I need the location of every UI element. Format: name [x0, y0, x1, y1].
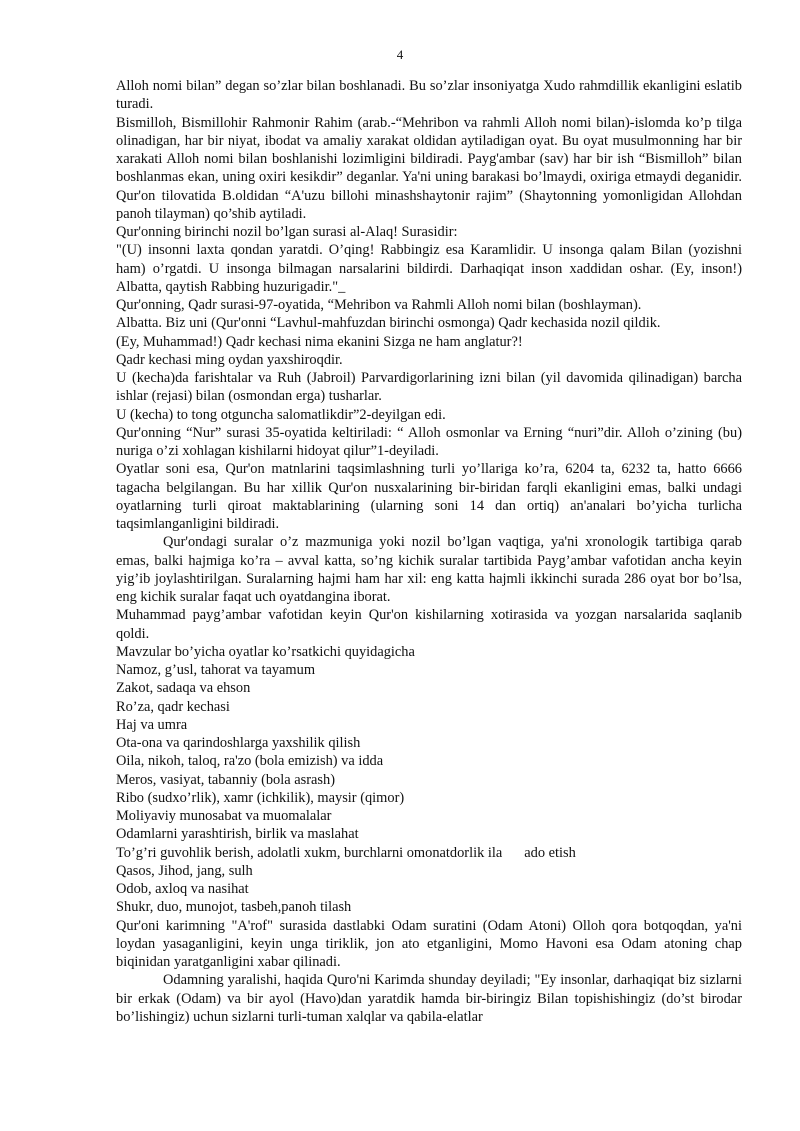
paragraph-qadr-verse-5: U (kecha) to tong otguncha salomatlikdir”2-deyilgan edi.: [116, 406, 446, 423]
topic-item: Odob, axloq va nasihat: [116, 881, 249, 897]
paragraph-alaq-quote: "(U) insonni laxta qondan yaratdi. O’qing! Rabbingiz esa Karamlidir. U insonga qalam Bilan (yozishni ham) o’rgatdi. U insonga bilmagan narsalarini bildirdi. Darhaqiqat inson xaddidan oshar. (Ey, inson!) Albatta, qaytish Rabbing huzurigadir."_: [116, 242, 742, 295]
paragraph-qadr-verse-4: U (kecha)da farishtalar va Ruh (Jabroil) Parvardigorlarining izni bilan (yil davomida qilinadigan) barcha ishlar (rejasi) bilan (osmondan erga) tusharlar.: [116, 370, 742, 405]
topic-item: Oila, nikoh, taloq, ra'zo (bola emizish) va idda: [116, 753, 384, 770]
paragraph-qadr-verse-2: (Ey, Muhammad!) Qadr kechasi nima ekanini Sizga ne ham anglatur?!: [116, 333, 523, 350]
topic-item: Ro’za, qadr kechasi: [116, 698, 230, 715]
paragraph-qadr-sura: Qur'onning, Qadr surasi-97-oyatida, “Mehribon va Rahmli Alloh nomi bilan (boshlayman).: [116, 297, 642, 313]
paragraph-bismillah-meaning: Bismilloh, Bismillohir Rahmonir Rahim (arab.-“Mehribon va rahmli Alloh nomi bilan)-islomda ko’p tilga olinadigan, har bir niyat, ibodat va amaliy xarakat oldidan aytiladigan oyat. Bu oyat musulmonning har bir xarakati Alloh nomi bilan boshlanishi lozimligini bildiradi. Payg'ambar (sav) har bir ish “Bismilloh” bilan boshlanmas ekan, uning oxiri kesikdir” deganlar. Ya'ni uning barakasi bo’lmaydi, oxiriga etmaydi deganidir. Qur'on tilovatida B.oldidan “A'uzu billohi minashshaytonir rajim” (Shaytonning yomonligidan Allohdan panoh tilayman) qo’shib aytiladi.: [116, 114, 742, 222]
topic-item: Haj va umra: [116, 716, 188, 733]
topics-list: [116, 661, 742, 917]
topic-item: Ota-ona va qarindoshlarga yaxshilik qilish: [116, 735, 361, 751]
topic-item-part: To’g’ri guvohlik berish, adolatli xukm, burchlarni omonatdorlik ila: [116, 844, 503, 861]
topic-item: Odamlarni yarashtirish, birlik va maslahat: [116, 826, 359, 843]
paragraph-verse-count: Oyatlar soni esa, Qur'on matnlarini taqsimlashning turli yo’llariga ko’ra, 6204 ta, 6232 ta, hatto 6666 tagacha belgilangan. Bu har xillik Qur'on nusxalarining bir-biridan farqli ekanligini emas, balki undagi oyatlarning turli qiroat maktablarining (ularning soni 14 dan ortiq) an'analari bo’yicha turlicha taqsimlanganligini bildiradi.: [116, 461, 742, 532]
topic-item-split: [116, 844, 742, 862]
paragraph-araf-sura: Qur'oni karimning "A'rof" surasida dastlabki Odam suratini (Odam Atoni) Olloh qora botqoqdan, ya'ni loydan yasaganligini, keyin unga tiriklik, jon ato etganligini, Momo Havoni esa Odam atoning chap biqinidan yaratganligini xabar qilinadi.: [116, 917, 742, 970]
paragraph-first-revealed-sura: Qur'onning birinchi nozil bo’lgan surasi al-Alaq! Surasidir:: [116, 224, 458, 240]
paragraph-topics-heading: Mavzular bo’yicha oyatlar ko’rsatkichi quyidagicha: [116, 643, 415, 660]
page-number: 4: [396, 47, 404, 62]
paragraph-bismillah-intro: Alloh nomi bilan” degan so’zlar bilan boshlanadi. Bu so’zlar insoniyatga Xudo rahmdillik ekanligini eslatib turadi.: [116, 78, 742, 113]
paragraph-creation-of-man: Odamning yaralishi, haqida Quro'ni Karimda shunday deyiladi; "Ey insonlar, darhaqiqat biz sizlarni bir erkak (Odam) va bir ayol (Havo)dan yaratdik hamda bir-biringiz Bilan topishishingiz (do’st birodar bo’lishingiz) uchun sizlarni turli-tuman xalqlar va qabila-elatlar: [116, 972, 742, 1025]
topic-item: Qasos, Jihod, jang, sulh: [116, 862, 253, 879]
topic-item-part: ado etish: [524, 844, 576, 861]
paragraph-nur-sura: Qur'onning “Nur” surasi 35-oyatida keltiriladi: “ Alloh osmonlar va Erning “nuri”dir. Alloh o’zining (bu) nuriga o’zi xohlagan kishilarni hidoyat qilur”1-deyiladi.: [116, 424, 742, 459]
paragraph-qadr-verse-1: Albatta. Biz uni (Qur'onni “Lavhul-mahfuzdan birinchi osmonga) Qadr kechasida nozil qildik.: [116, 315, 661, 332]
topic-item: Namoz, g’usl, tahorat va tayamum: [116, 662, 316, 678]
paragraph-preservation: Muhammad payg’ambar vafotidan keyin Qur'on kishilarning xotirasida va yozgan narsalarida saqlanib qoldi.: [116, 607, 742, 642]
topic-item: Shukr, duo, munojot, tasbeh,panoh tilash: [116, 899, 352, 916]
topic-item: Moliyaviy munosabat va muomalalar: [116, 808, 332, 824]
body-text: [116, 77, 742, 1026]
paragraph-sura-order: Qur'ondagi suralar o’z mazmuniga yoki nozil bo’lgan vaqtiga, ya'ni xronologik tartibiga qarab emas, balki hajmiga ko’ra – avval katta, so’ng kichik suralar tartibida Payg’ambar vafotidan ancha keyin yig’ib joylashtirilgan. Suralarning hajmi ham har xil: eng katta hajmli ikkinchi surada 286 oyat bor bo’lsa, eng kichik suralar faqat uch oyatdangina iborat.: [116, 534, 742, 605]
paragraph-qadr-verse-3: Qadr kechasi ming oydan yaxshiroqdir.: [116, 351, 343, 368]
topic-item: Zakot, sadaqa va ehson: [116, 680, 251, 697]
topic-item: Meros, vasiyat, tabanniy (bola asrash): [116, 771, 335, 788]
topic-item: Ribo (sudxo’rlik), xamr (ichkilik), maysir (qimor): [116, 789, 405, 806]
